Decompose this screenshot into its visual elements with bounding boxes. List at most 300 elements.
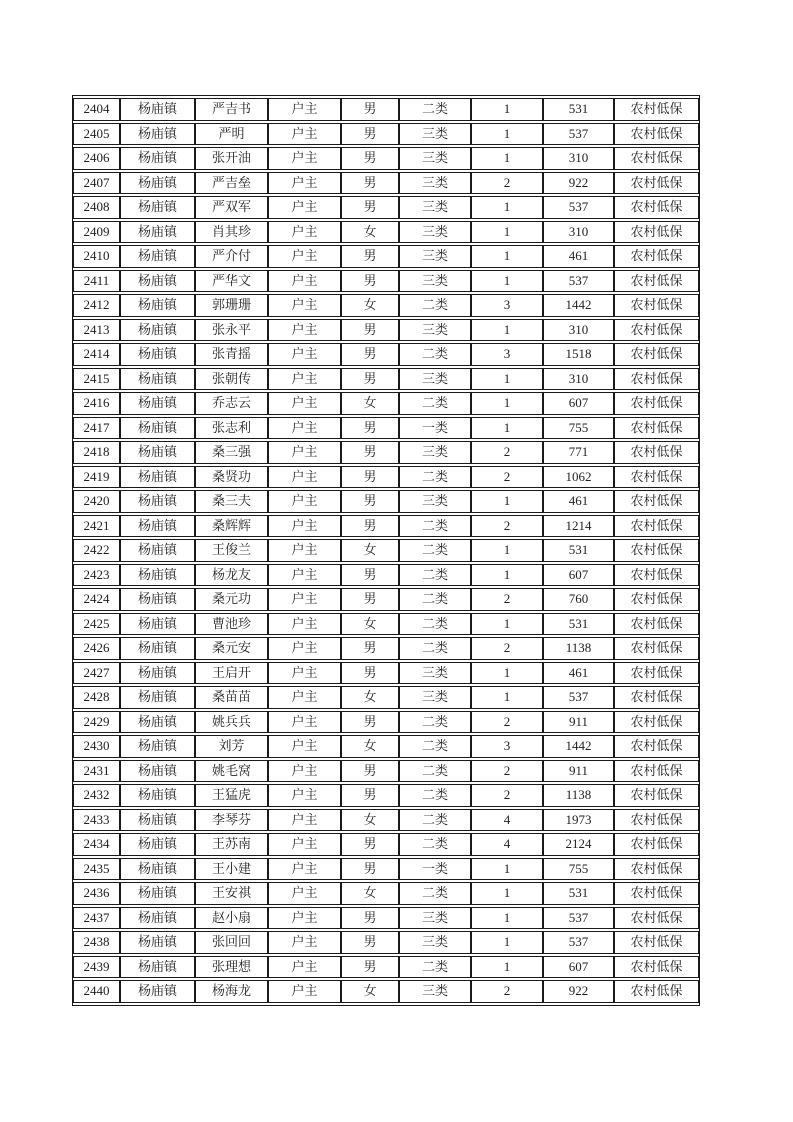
gender-cell: 女 [341,809,399,832]
relation-cell: 户主 [268,564,341,587]
amount-cell: 310 [543,147,614,170]
relation-cell: 户主 [268,931,341,954]
table-row [73,858,699,881]
seq-cell: 2434 [73,833,120,856]
town-cell: 杨庙镇 [120,417,195,440]
table-row [73,221,699,244]
town-cell: 杨庙镇 [120,833,195,856]
gender-cell: 男 [341,123,399,146]
category-cell: 三类 [399,221,471,244]
table-row [73,515,699,538]
table-row [73,956,699,979]
amount-cell: 755 [543,858,614,881]
category-cell: 三类 [399,441,471,464]
name-cell: 王苏南 [195,833,268,856]
amount-cell: 461 [543,490,614,513]
seq-cell: 2436 [73,882,120,905]
town-cell: 杨庙镇 [120,123,195,146]
relation-cell: 户主 [268,588,341,611]
seq-cell: 2424 [73,588,120,611]
seq-cell: 2420 [73,490,120,513]
seq-cell: 2425 [73,613,120,636]
category-cell: 一类 [399,417,471,440]
name-cell: 杨龙友 [195,564,268,587]
persons-cell: 2 [471,466,543,489]
category-cell: 二类 [399,294,471,317]
seq-cell: 2421 [73,515,120,538]
town-cell: 杨庙镇 [120,270,195,293]
category-cell: 三类 [399,196,471,219]
relation-cell: 户主 [268,858,341,881]
table-row [73,564,699,587]
table-row [73,711,699,734]
category-cell: 三类 [399,245,471,268]
amount-cell: 760 [543,588,614,611]
persons-cell: 1 [471,368,543,391]
aid-type-cell: 农村低保 [614,490,699,513]
seq-cell: 2422 [73,539,120,562]
category-cell: 二类 [399,564,471,587]
aid-type-cell: 农村低保 [614,294,699,317]
amount-cell: 607 [543,392,614,415]
persons-cell: 2 [471,441,543,464]
seq-cell: 2409 [73,221,120,244]
name-cell: 肖其珍 [195,221,268,244]
gender-cell: 男 [341,319,399,342]
amount-cell: 607 [543,956,614,979]
name-cell: 乔志云 [195,392,268,415]
category-cell: 二类 [399,539,471,562]
table-row [73,245,699,268]
category-cell: 二类 [399,515,471,538]
aid-type-cell: 农村低保 [614,613,699,636]
name-cell: 张志利 [195,417,268,440]
town-cell: 杨庙镇 [120,931,195,954]
amount-cell: 771 [543,441,614,464]
table-row [73,931,699,954]
table-row [73,466,699,489]
persons-cell: 2 [471,172,543,195]
aid-type-cell: 农村低保 [614,196,699,219]
aid-type-cell: 农村低保 [614,172,699,195]
category-cell: 三类 [399,123,471,146]
aid-type-cell: 农村低保 [614,147,699,170]
amount-cell: 1138 [543,637,614,660]
aid-type-cell: 农村低保 [614,392,699,415]
persons-cell: 1 [471,613,543,636]
relation-cell: 户主 [268,221,341,244]
name-cell: 李琴芬 [195,809,268,832]
seq-cell: 2430 [73,735,120,758]
gender-cell: 男 [341,711,399,734]
seq-cell: 2435 [73,858,120,881]
town-cell: 杨庙镇 [120,466,195,489]
seq-cell: 2405 [73,123,120,146]
gender-cell: 女 [341,294,399,317]
town-cell: 杨庙镇 [120,907,195,930]
town-cell: 杨庙镇 [120,319,195,342]
gender-cell: 男 [341,147,399,170]
amount-cell: 1518 [543,343,614,366]
name-cell: 张青摇 [195,343,268,366]
category-cell: 三类 [399,172,471,195]
amount-cell: 537 [543,686,614,709]
category-cell: 一类 [399,858,471,881]
name-cell: 严介付 [195,245,268,268]
aid-type-cell: 农村低保 [614,882,699,905]
name-cell: 张回回 [195,931,268,954]
table-row [73,882,699,905]
aid-type-cell: 农村低保 [614,931,699,954]
table-row [73,735,699,758]
category-cell: 二类 [399,760,471,783]
persons-cell: 1 [471,245,543,268]
persons-cell: 1 [471,417,543,440]
table-row [73,319,699,342]
name-cell: 赵小扇 [195,907,268,930]
aid-type-cell: 农村低保 [614,833,699,856]
aid-type-cell: 农村低保 [614,588,699,611]
category-cell: 二类 [399,392,471,415]
aid-type-cell: 农村低保 [614,760,699,783]
relation-cell: 户主 [268,539,341,562]
gender-cell: 男 [341,588,399,611]
amount-cell: 461 [543,245,614,268]
persons-cell: 1 [471,319,543,342]
name-cell: 桑苗苗 [195,686,268,709]
name-cell: 王俊兰 [195,539,268,562]
gender-cell: 男 [341,784,399,807]
aid-type-cell: 农村低保 [614,686,699,709]
seq-cell: 2428 [73,686,120,709]
seq-cell: 2440 [73,980,120,1003]
gender-cell: 男 [341,270,399,293]
table-row [73,172,699,195]
seq-cell: 2404 [73,98,120,121]
aid-type-cell: 农村低保 [614,809,699,832]
table-row [73,147,699,170]
relation-cell: 户主 [268,784,341,807]
relation-cell: 户主 [268,613,341,636]
category-cell: 二类 [399,343,471,366]
category-cell: 三类 [399,368,471,391]
town-cell: 杨庙镇 [120,245,195,268]
category-cell: 二类 [399,784,471,807]
town-cell: 杨庙镇 [120,221,195,244]
name-cell: 张开油 [195,147,268,170]
name-cell: 曹池珍 [195,613,268,636]
gender-cell: 女 [341,882,399,905]
town-cell: 杨庙镇 [120,539,195,562]
persons-cell: 1 [471,539,543,562]
name-cell: 严华文 [195,270,268,293]
persons-cell: 3 [471,294,543,317]
relation-cell: 户主 [268,711,341,734]
amount-cell: 310 [543,221,614,244]
table-row [73,662,699,685]
seq-cell: 2406 [73,147,120,170]
table-row [73,368,699,391]
name-cell: 张理想 [195,956,268,979]
relation-cell: 户主 [268,809,341,832]
amount-cell: 1442 [543,294,614,317]
gender-cell: 女 [341,735,399,758]
relation-cell: 户主 [268,662,341,685]
persons-cell: 3 [471,735,543,758]
amount-cell: 922 [543,980,614,1003]
relation-cell: 户主 [268,172,341,195]
aid-type-cell: 农村低保 [614,956,699,979]
gender-cell: 男 [341,931,399,954]
relation-cell: 户主 [268,882,341,905]
persons-cell: 2 [471,980,543,1003]
gender-cell: 男 [341,466,399,489]
persons-cell: 1 [471,882,543,905]
name-cell: 严吉垒 [195,172,268,195]
persons-cell: 3 [471,343,543,366]
relation-cell: 户主 [268,294,341,317]
gender-cell: 女 [341,221,399,244]
gender-cell: 男 [341,441,399,464]
table-row [73,441,699,464]
town-cell: 杨庙镇 [120,735,195,758]
seq-cell: 2410 [73,245,120,268]
aid-type-cell: 农村低保 [614,466,699,489]
name-cell: 刘芳 [195,735,268,758]
aid-type-cell: 农村低保 [614,711,699,734]
aid-type-cell: 农村低保 [614,343,699,366]
category-cell: 二类 [399,711,471,734]
amount-cell: 537 [543,931,614,954]
name-cell: 王小建 [195,858,268,881]
town-cell: 杨庙镇 [120,368,195,391]
aid-type-cell: 农村低保 [614,637,699,660]
seq-cell: 2439 [73,956,120,979]
table-row [73,196,699,219]
name-cell: 王安祺 [195,882,268,905]
table-row [73,980,699,1003]
persons-cell: 1 [471,858,543,881]
amount-cell: 1138 [543,784,614,807]
name-cell: 桑元功 [195,588,268,611]
category-cell: 二类 [399,882,471,905]
gender-cell: 男 [341,196,399,219]
gender-cell: 男 [341,515,399,538]
aid-type-cell: 农村低保 [614,980,699,1003]
town-cell: 杨庙镇 [120,588,195,611]
amount-cell: 2124 [543,833,614,856]
category-cell: 三类 [399,931,471,954]
table-row [73,686,699,709]
relation-cell: 户主 [268,343,341,366]
aid-type-cell: 农村低保 [614,417,699,440]
amount-cell: 537 [543,123,614,146]
table-row [73,588,699,611]
gender-cell: 女 [341,980,399,1003]
category-cell: 三类 [399,319,471,342]
aid-type-cell: 农村低保 [614,441,699,464]
table-row [73,294,699,317]
table-row [73,98,699,121]
relation-cell: 户主 [268,441,341,464]
town-cell: 杨庙镇 [120,613,195,636]
persons-cell: 1 [471,686,543,709]
town-cell: 杨庙镇 [120,196,195,219]
relation-cell: 户主 [268,319,341,342]
aid-type-cell: 农村低保 [614,245,699,268]
amount-cell: 911 [543,711,614,734]
relation-cell: 户主 [268,515,341,538]
gender-cell: 男 [341,172,399,195]
category-cell: 二类 [399,98,471,121]
amount-cell: 531 [543,98,614,121]
town-cell: 杨庙镇 [120,564,195,587]
category-cell: 三类 [399,662,471,685]
table-row [73,123,699,146]
amount-cell: 531 [543,613,614,636]
persons-cell: 1 [471,221,543,244]
gender-cell: 男 [341,858,399,881]
persons-cell: 1 [471,392,543,415]
amount-cell: 531 [543,539,614,562]
relation-cell: 户主 [268,368,341,391]
relation-cell: 户主 [268,270,341,293]
relation-cell: 户主 [268,833,341,856]
seq-cell: 2423 [73,564,120,587]
name-cell: 王猛虎 [195,784,268,807]
persons-cell: 2 [471,588,543,611]
persons-cell: 1 [471,270,543,293]
seq-cell: 2431 [73,760,120,783]
relation-cell: 户主 [268,196,341,219]
category-cell: 三类 [399,270,471,293]
name-cell: 姚毛窝 [195,760,268,783]
relation-cell: 户主 [268,980,341,1003]
town-cell: 杨庙镇 [120,441,195,464]
seq-cell: 2432 [73,784,120,807]
name-cell: 张朝传 [195,368,268,391]
name-cell: 王启开 [195,662,268,685]
category-cell: 三类 [399,907,471,930]
persons-cell: 1 [471,931,543,954]
category-cell: 二类 [399,809,471,832]
aid-type-cell: 农村低保 [614,564,699,587]
relation-cell: 户主 [268,907,341,930]
name-cell: 杨海龙 [195,980,268,1003]
town-cell: 杨庙镇 [120,172,195,195]
seq-cell: 2415 [73,368,120,391]
aid-type-cell: 农村低保 [614,539,699,562]
aid-type-cell: 农村低保 [614,662,699,685]
seq-cell: 2408 [73,196,120,219]
gender-cell: 男 [341,98,399,121]
category-cell: 三类 [399,980,471,1003]
town-cell: 杨庙镇 [120,343,195,366]
relation-cell: 户主 [268,466,341,489]
town-cell: 杨庙镇 [120,784,195,807]
category-cell: 二类 [399,735,471,758]
seq-cell: 2416 [73,392,120,415]
persons-cell: 1 [471,196,543,219]
persons-cell: 1 [471,490,543,513]
table-row [73,343,699,366]
name-cell: 桑三夫 [195,490,268,513]
relation-cell: 户主 [268,98,341,121]
records-table [72,95,700,1006]
seq-cell: 2413 [73,319,120,342]
amount-cell: 310 [543,368,614,391]
name-cell: 桑元安 [195,637,268,660]
table-row [73,539,699,562]
aid-type-cell: 农村低保 [614,907,699,930]
town-cell: 杨庙镇 [120,662,195,685]
table-body [73,98,699,1003]
persons-cell: 1 [471,564,543,587]
persons-cell: 1 [471,147,543,170]
name-cell: 严明 [195,123,268,146]
persons-cell: 2 [471,515,543,538]
category-cell: 三类 [399,490,471,513]
persons-cell: 1 [471,98,543,121]
name-cell: 严双军 [195,196,268,219]
name-cell: 张永平 [195,319,268,342]
town-cell: 杨庙镇 [120,711,195,734]
town-cell: 杨庙镇 [120,637,195,660]
name-cell: 桑三强 [195,441,268,464]
aid-type-cell: 农村低保 [614,319,699,342]
aid-type-cell: 农村低保 [614,221,699,244]
town-cell: 杨庙镇 [120,882,195,905]
table-row [73,613,699,636]
table-row [73,784,699,807]
category-cell: 二类 [399,637,471,660]
gender-cell: 男 [341,956,399,979]
name-cell: 桑辉辉 [195,515,268,538]
persons-cell: 1 [471,662,543,685]
category-cell: 三类 [399,147,471,170]
aid-type-cell: 农村低保 [614,123,699,146]
table-row [73,907,699,930]
name-cell: 郭珊珊 [195,294,268,317]
gender-cell: 女 [341,392,399,415]
gender-cell: 男 [341,907,399,930]
amount-cell: 607 [543,564,614,587]
town-cell: 杨庙镇 [120,392,195,415]
amount-cell: 1214 [543,515,614,538]
gender-cell: 男 [341,760,399,783]
table-row [73,833,699,856]
gender-cell: 男 [341,662,399,685]
gender-cell: 女 [341,539,399,562]
amount-cell: 1973 [543,809,614,832]
category-cell: 二类 [399,613,471,636]
name-cell: 姚兵兵 [195,711,268,734]
persons-cell: 2 [471,784,543,807]
category-cell: 二类 [399,956,471,979]
relation-cell: 户主 [268,760,341,783]
gender-cell: 男 [341,833,399,856]
town-cell: 杨庙镇 [120,294,195,317]
table-row [73,490,699,513]
persons-cell: 1 [471,907,543,930]
gender-cell: 男 [341,245,399,268]
seq-cell: 2414 [73,343,120,366]
persons-cell: 1 [471,956,543,979]
gender-cell: 男 [341,417,399,440]
persons-cell: 2 [471,711,543,734]
seq-cell: 2426 [73,637,120,660]
aid-type-cell: 农村低保 [614,515,699,538]
